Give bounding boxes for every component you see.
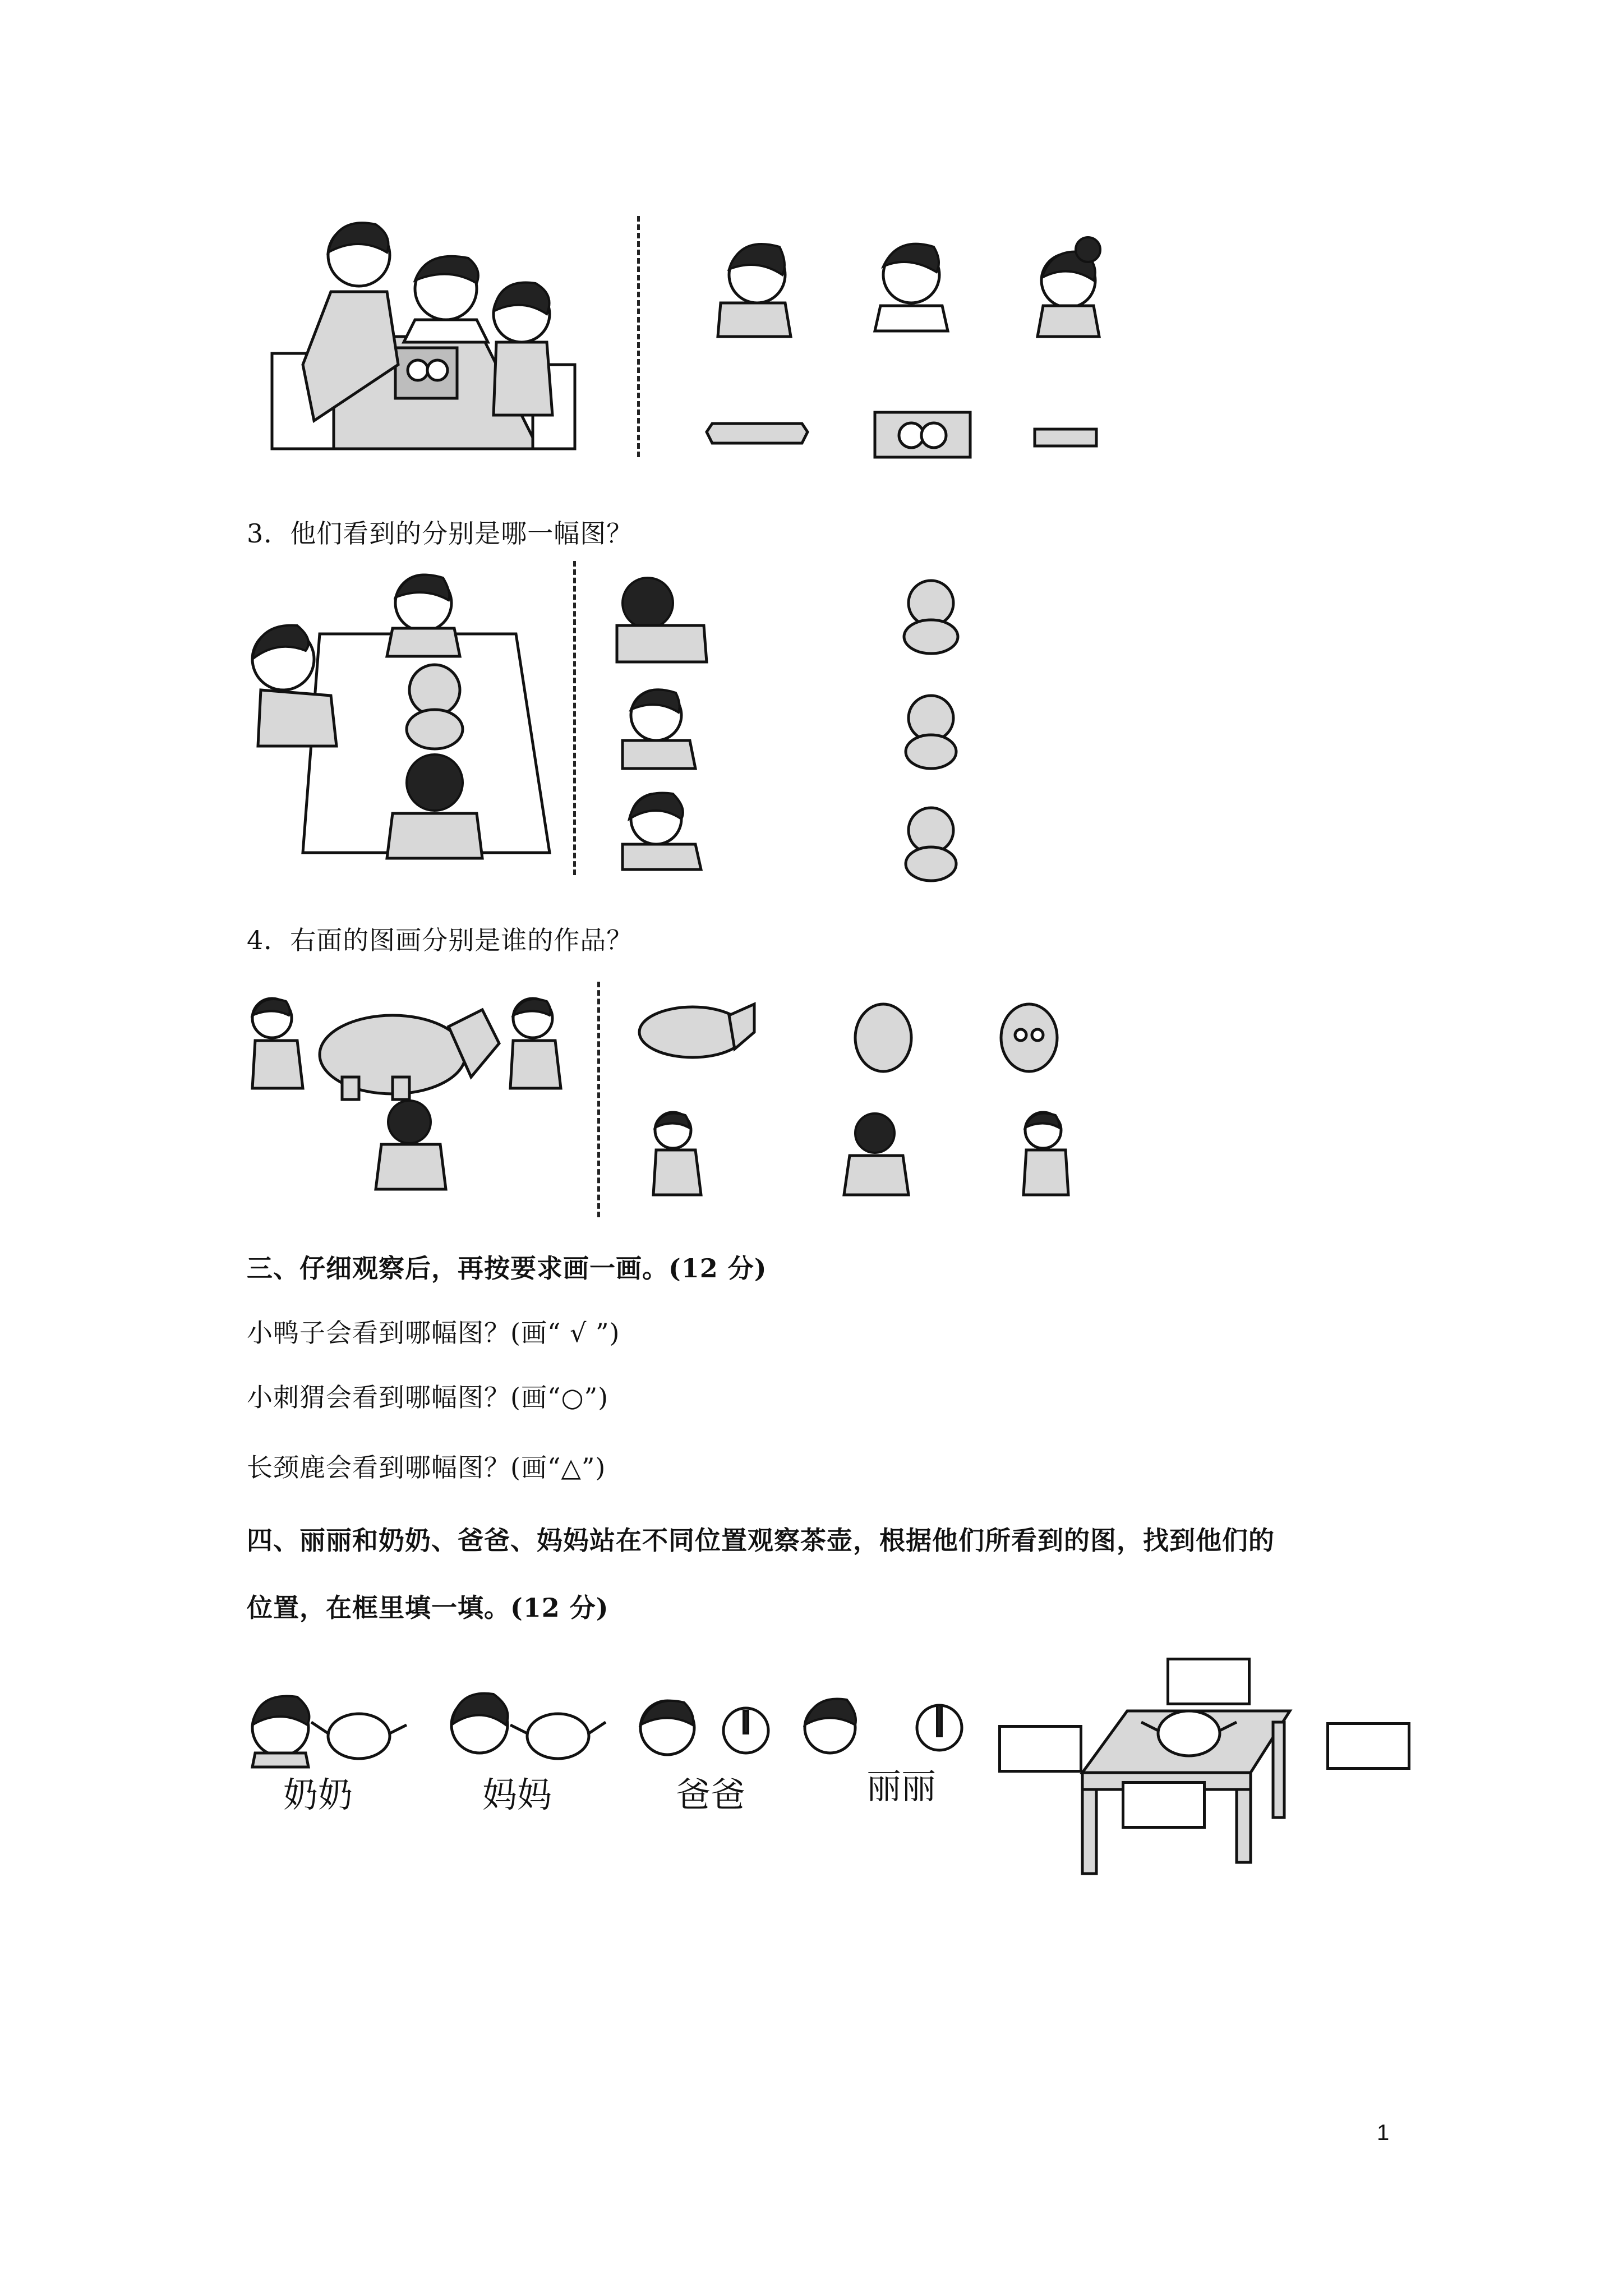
name-lili: 丽丽 (866, 1766, 937, 1807)
part3-line-duck: 小鸭子会看到哪幅图？(画“ √ ”) (247, 1318, 620, 1348)
name-mom: 妈妈 (482, 1774, 552, 1815)
divider-top (637, 216, 640, 457)
divider-q3 (573, 561, 576, 875)
part4-figures (0, 0, 1, 1)
answer-box-top[interactable] (1166, 1658, 1251, 1705)
name-dad: 爸爸 (676, 1774, 746, 1815)
part3-line-hedgehog: 小刺猬会看到哪幅图？(画“○”) (247, 1382, 609, 1412)
page-number: 1 (1377, 2120, 1390, 2145)
answer-box-front[interactable] (1122, 1781, 1206, 1829)
name-grandma: 奶奶 (283, 1774, 353, 1815)
answer-box-right[interactable] (1326, 1722, 1410, 1770)
part3-line-giraffe: 长颈鹿会看到哪幅图？(画“△”) (247, 1452, 606, 1483)
part4-title-line1: 四、丽丽和奶奶、爸爸、妈妈站在不同位置观察茶壶，根据他们所看到的图，找到他们的 (247, 1525, 1275, 1556)
q4-title: 4．右面的图画分别是谁的作品？ (247, 925, 633, 955)
part3-title: 三、仔细观察后，再按要求画一画。(12 分) (247, 1253, 767, 1283)
part4-title-line2: 位置，在框里填一填。(12 分) (247, 1593, 609, 1623)
q3-title: 3．他们看到的分别是哪一幅图？ (247, 518, 633, 549)
divider-q4 (597, 982, 600, 1217)
answer-box-left[interactable] (998, 1725, 1082, 1773)
